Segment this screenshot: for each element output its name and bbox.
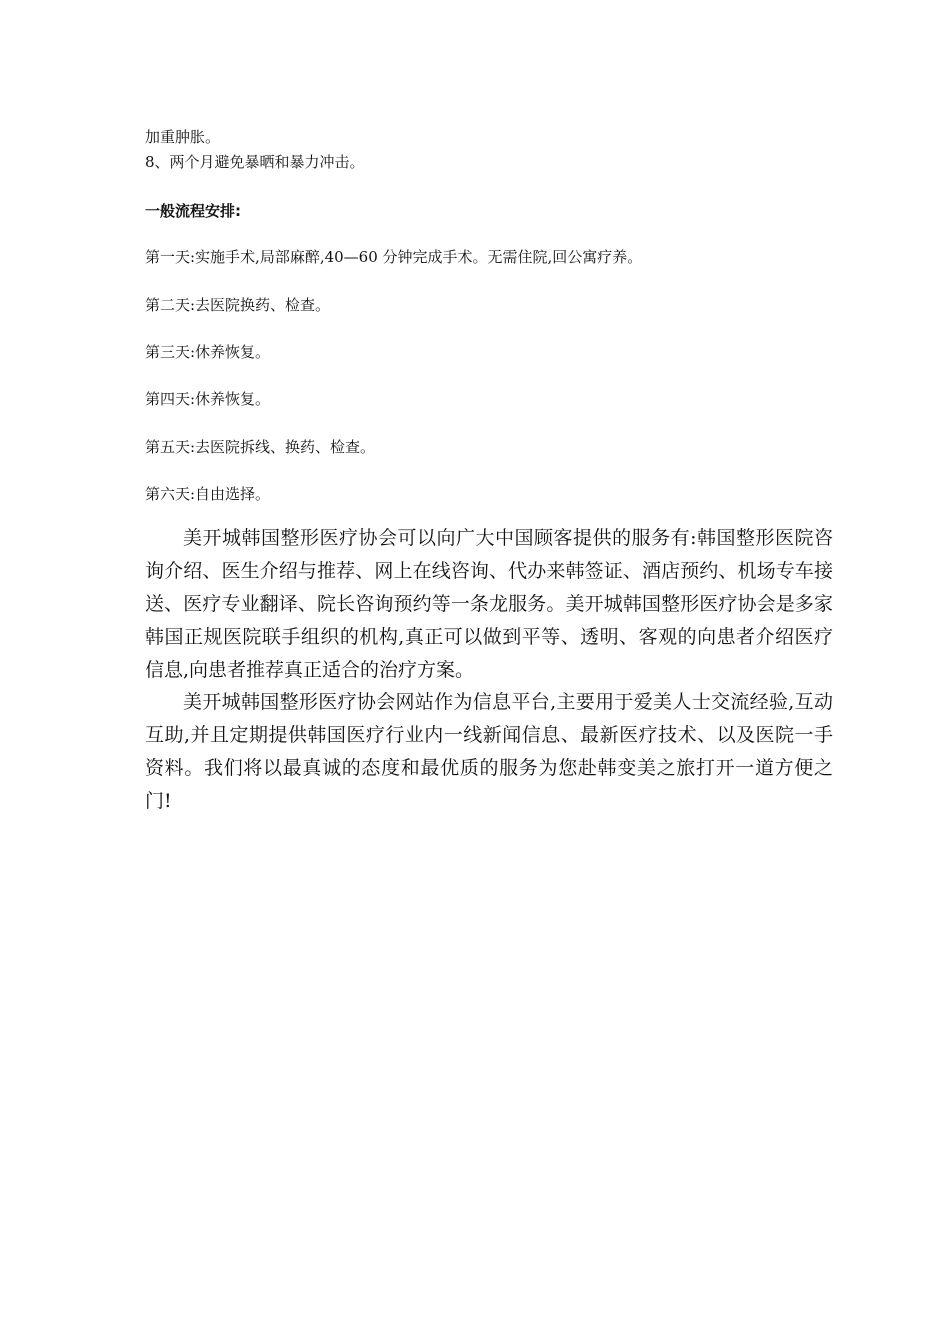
body-paragraph: 美开城韩国整形医疗协会可以向广大中国顾客提供的服务有:韩国整形医院咨询介绍、医生介绍与推荐、网上在线咨询、代办来韩签证、酒店预约、机场专车接送、医疗专业翻译、院长咨询预约等一条龙服务。美开城韩国整形医疗协会是多家韩国正规医院联手组织的机构,真正可以做到平等、透明、客观的向患者介绍医疗信息,向患者推荐真正适合的治疗方案。 [145, 527, 833, 681]
schedule-item-day-4: 第四天:休养恢复。 [145, 390, 271, 408]
text-line: 加重肿胀。 [145, 128, 221, 146]
text-line: 8、两个月避免暴晒和暴力冲击。 [145, 153, 365, 171]
schedule-item-day-2: 第二天:去医院换药、检查。 [145, 296, 331, 314]
schedule-item-day-1: 第一天:实施手术,局部麻醉,40—60 分钟完成手术。无需住院,回公寓疗养。 [145, 248, 643, 266]
schedule-item-day-3: 第三天:休养恢复。 [145, 343, 271, 361]
schedule-item-day-6: 第六天:自由选择。 [145, 485, 271, 503]
body-paragraph: 美开城韩国整形医疗协会网站作为信息平台,主要用于爱美人士交流经验,互动互助,并且定期提供韩国医疗行业内一线新闻信息、最新医疗技术、以及医院一手资料。我们将以最真诚的态度和最优质的服务为您赴韩变美之旅打开一道方便之门! [145, 691, 833, 812]
schedule-item-day-5: 第五天:去医院拆线、换药、检查。 [145, 438, 376, 456]
schedule-heading: 一般流程安排: [145, 202, 241, 220]
